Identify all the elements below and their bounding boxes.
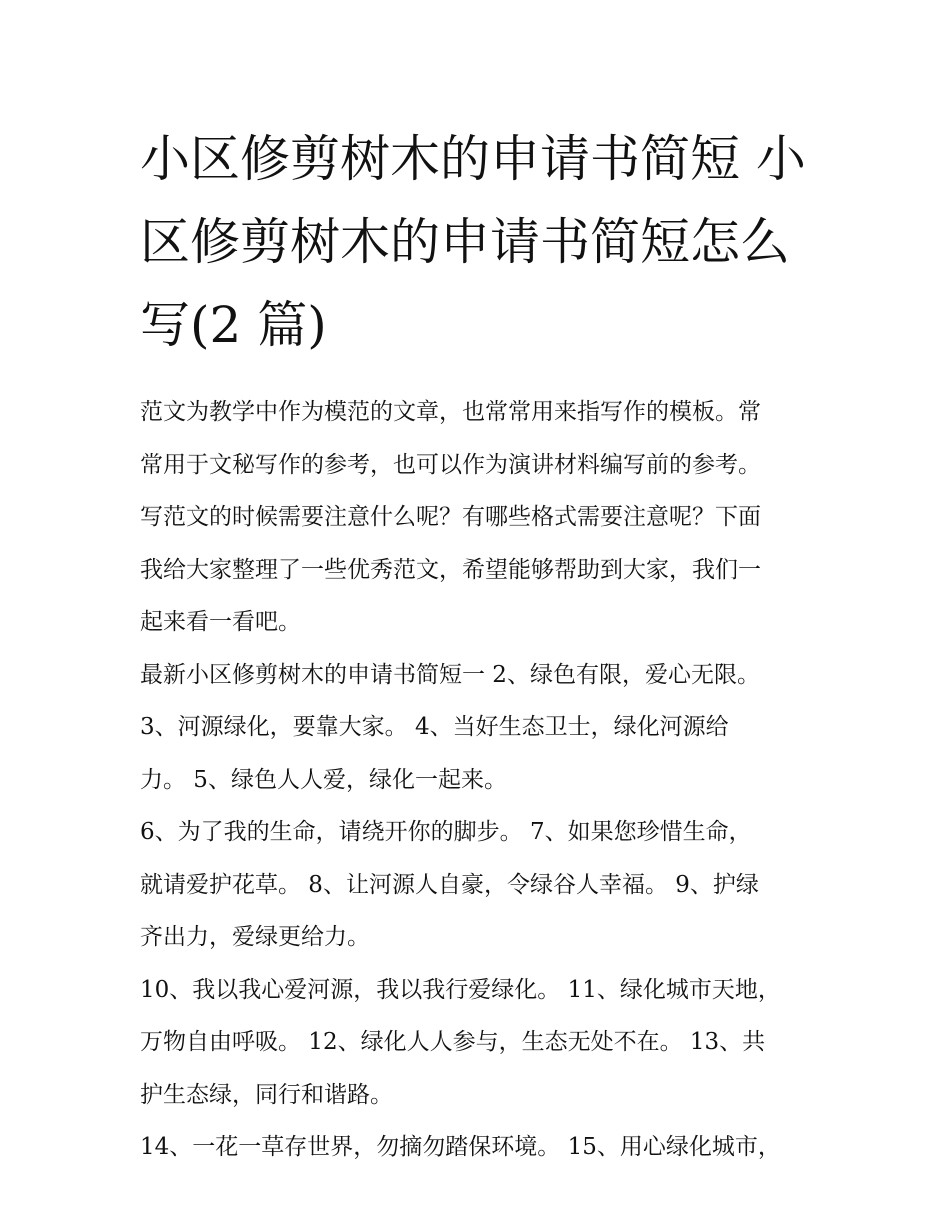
document-title: 小区修剪树木的申请书简短 小 区修剪树木的申请书简短怎么 写(2 篇) <box>140 130 806 354</box>
document-page <box>140 118 820 1174</box>
body-paragraph: 10、我以我心爱河源，我以我行爱绿化。 11、绿化城市天地， 万物自由呼吸。 12、绿化人人参与，生态无处不在。 13、共 护生态绿，同行和谐路。 <box>140 976 781 1108</box>
body-paragraph: 最新小区修剪树木的申请书简短一 2、绿色有限，爱心无限。 3、河源绿化，要靠大家。 4、当好生态卫士，绿化河源给 力。 5、绿色人人爱，绿化一起来。 <box>140 661 760 793</box>
body-paragraph: 14、一花一草存世界，勿摘勿踏保环境。 15、用心绿化城市， <box>140 1134 781 1160</box>
body-paragraph: 6、为了我的生命，请绕开你的脚步。 7、如果您珍惜生命， 就请爱护花草。 8、让河源人自豪，令绿谷人幸福。 9、护绿 齐出力，爱绿更给力。 <box>140 819 759 950</box>
intro-paragraph: 范文为教学中作为模范的文章，也常常用来指写作的模板。常 常用于文秘写作的参考，也可以作为演讲材料编写前的参考。 写范文的时候需要注意什么呢？有哪些格式需要注意呢？下面 我给大家整理了一些优秀范文，希望能够帮助到大家，我们一 起来看一看吧。 <box>140 399 761 635</box>
